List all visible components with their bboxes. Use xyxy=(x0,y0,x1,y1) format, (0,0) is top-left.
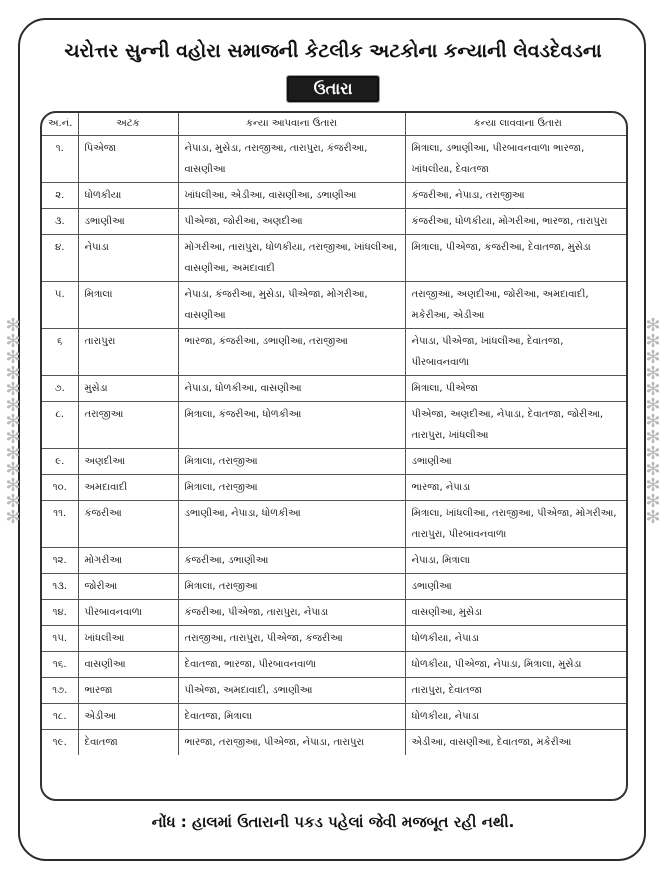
surname-cell: અમદાવાદી xyxy=(78,474,178,500)
take-cell: તરાજીઆ, અણદીઆ, જોરીઆ, અમદાવાદી, મકેરીઆ, એડીઆ xyxy=(405,281,628,328)
table-row xyxy=(42,547,628,573)
surname-cell: અણદીઆ xyxy=(78,448,178,474)
ornament-glyph: ✻ xyxy=(645,427,661,448)
take-cell: ધોળકીયા, નેપાડા xyxy=(405,703,628,729)
ornament-glyph: ✻ xyxy=(645,411,661,432)
surname-cell: કંજરીઆ xyxy=(78,500,178,547)
table-row xyxy=(42,234,628,281)
ornament-glyph: ✻ xyxy=(5,411,21,432)
give-cell: મિત્રાલા, તરાજીઆ xyxy=(178,448,405,474)
ornament-glyph: ✻ xyxy=(5,347,21,368)
serial-number-cell: ૪. xyxy=(42,234,78,281)
take-cell: ડભાણીઆ xyxy=(405,448,628,474)
take-cell: તારાપુરા, દેવાતજા xyxy=(405,677,628,703)
give-cell: મોગરીઆ, તારાપુરા, ધોળકીયા, તરાજીઆ, ખાંધલીઆ, વાસણીઆ, અમદાવાદી xyxy=(178,234,405,281)
give-cell: તરાજીઆ, તારાપુરા, પીએજા, કંજરીઆ xyxy=(178,625,405,651)
ornament-glyph: ✻ xyxy=(645,459,661,480)
take-cell: મિત્રાલા, ડભાણીઆ, પીરબાવનવાળા ભારજા, ખાંધલીયા, દેવાતજા xyxy=(405,135,628,182)
give-cell: પીએજા, જોરીઆ, અણદીઆ xyxy=(178,208,405,234)
surname-cell: પિએજા xyxy=(78,135,178,182)
serial-number-cell: ૧૨. xyxy=(42,547,78,573)
give-cell: કંજરીઆ, ડભાણીઆ xyxy=(178,547,405,573)
ornament-glyph: ✻ xyxy=(5,395,21,416)
give-cell: ડભાણીઆ, નેપાડા, ધોળકીઆ xyxy=(178,500,405,547)
ornament-glyph: ✻ xyxy=(5,475,21,496)
take-cell: પીએજા, અણદીઆ, નેપાડા, દેવાતજા, જોરીઆ, તારાપુરા, ખાંધલીઆ xyxy=(405,401,628,448)
surname-cell: એડીઆ xyxy=(78,703,178,729)
surname-cell: જોરીઆ xyxy=(78,573,178,599)
surname-cell: મિત્રાલા xyxy=(78,281,178,328)
serial-number-cell: ૧૫. xyxy=(42,625,78,651)
serial-number-cell: ૧૧. xyxy=(42,500,78,547)
surname-cell: દેવાતજા xyxy=(78,729,178,755)
surname-cell: મુસેડા xyxy=(78,375,178,401)
surname-cell: ખાંધલીઆ xyxy=(78,625,178,651)
take-cell: નેપાડા, પીએજા, ખાંધલીઆ, દેવાતજા, પીરબાવનવાળા xyxy=(405,328,628,375)
ornament-glyph: ✻ xyxy=(5,459,21,480)
give-cell: દેવાતજા, ભારજા, પીરબાવનવાળા xyxy=(178,651,405,677)
ornament-glyph: ✻ xyxy=(5,443,21,464)
serial-number-cell: ૬ xyxy=(42,328,78,375)
table-row xyxy=(42,401,628,448)
serial-number-cell: ૨. xyxy=(42,182,78,208)
give-cell: નેપાડા, મુસેડા, તરાજીઆ, તારાપુરા, કંજરીઆ, વાસણીઆ xyxy=(178,135,405,182)
header-give-daughters: કન્યા આપવાના ઉતારા xyxy=(178,113,405,135)
left-ornament xyxy=(2,315,24,528)
table-row xyxy=(42,328,628,375)
serial-number-cell: ૧. xyxy=(42,135,78,182)
ornament-glyph: ✻ xyxy=(5,315,21,336)
surname-cell: ધોળકીયા xyxy=(78,182,178,208)
ornament-glyph: ✻ xyxy=(5,427,21,448)
serial-number-cell: ૧૮. xyxy=(42,703,78,729)
give-cell: નેપાડા, કંજરીઆ, મુસેડા, પીએજા, મોગરીઆ, વાસણીઆ xyxy=(178,281,405,328)
ornament-glyph: ✻ xyxy=(645,379,661,400)
give-cell: ભારજા, કંજરીઆ, ડભાણીઆ, તરાજીઆ xyxy=(178,328,405,375)
table-row xyxy=(42,599,628,625)
surname-cell: પીરબાવનવાળા xyxy=(78,599,178,625)
table-row xyxy=(42,281,628,328)
take-cell: મિત્રાલા, પીએજા, કંજરીઆ, દેવાતજા, મુસેડા xyxy=(405,234,628,281)
header-take-daughters: કન્યા લાવવાના ઉતારા xyxy=(405,113,628,135)
table-row xyxy=(42,182,628,208)
surname-cell: વાસણીઆ xyxy=(78,651,178,677)
right-ornament xyxy=(642,315,664,528)
take-cell: વાસણીઆ, મુસેડા xyxy=(405,599,628,625)
table-row xyxy=(42,375,628,401)
ornament-glyph: ✻ xyxy=(645,315,661,336)
table-row xyxy=(42,208,628,234)
ornament-glyph: ✻ xyxy=(645,331,661,352)
serial-number-cell: ૭. xyxy=(42,375,78,401)
take-cell: ડભાણીઆ xyxy=(405,573,628,599)
serial-number-cell: ૧૦. xyxy=(42,474,78,500)
ornament-glyph: ✻ xyxy=(5,491,21,512)
ornament-glyph: ✻ xyxy=(645,475,661,496)
take-cell: કંજરીઆ, ધોળકીયા, મોગરીઆ, ભારજા, તારાપુરા xyxy=(405,208,628,234)
surname-cell: મોગરીઆ xyxy=(78,547,178,573)
take-cell: ધોળકીયા, પીએજા, નેપાડા, મિત્રાલા, મુસેડા xyxy=(405,651,628,677)
ornament-glyph: ✻ xyxy=(5,363,21,384)
table-row xyxy=(42,573,628,599)
give-cell: મિત્રાલા, તરાજીઆ xyxy=(178,573,405,599)
ornament-glyph: ✻ xyxy=(5,379,21,400)
take-cell: નેપાડા, મિત્રાલા xyxy=(405,547,628,573)
serial-number-cell: ૫. xyxy=(42,281,78,328)
surname-cell: તારાપુરા xyxy=(78,328,178,375)
surname-cell: ભારજા xyxy=(78,677,178,703)
serial-number-cell: ૯. xyxy=(42,448,78,474)
serial-number-cell: ૮. xyxy=(42,401,78,448)
take-cell: ધોળકીયા, નેપાડા xyxy=(405,625,628,651)
take-cell: ભારજા, નેપાડા xyxy=(405,474,628,500)
table-row xyxy=(42,500,628,547)
give-cell: ખાંધલીઆ, એડીઆ, વાસણીઆ, ડભાણીઆ xyxy=(178,182,405,208)
ornament-glyph: ✻ xyxy=(645,363,661,384)
table-row xyxy=(42,677,628,703)
utara-table xyxy=(42,113,628,755)
give-cell: ભારજા, તરાજીઆ, પીએજા, નેપાડા, તારાપુરા xyxy=(178,729,405,755)
take-cell: એડીઆ, વાસણીઆ, દેવાતજા, મકેરીઆ xyxy=(405,729,628,755)
serial-number-cell: ૧૪. xyxy=(42,599,78,625)
ornament-glyph: ✻ xyxy=(645,491,661,512)
take-cell: કંજરીઆ, નેપાડા, તરાજીઆ xyxy=(405,182,628,208)
surname-cell: ડભાણીઆ xyxy=(78,208,178,234)
table-row xyxy=(42,474,628,500)
give-cell: મિત્રાલા, તરાજીઆ xyxy=(178,474,405,500)
serial-number-cell: ૩. xyxy=(42,208,78,234)
table-row xyxy=(42,729,628,755)
header-surname: અટક xyxy=(78,113,178,135)
give-cell: પીએજા, અમદાવાદી, ડભાણીઆ xyxy=(178,677,405,703)
give-cell: નેપાડા, ધોળકીઆ, વાસણીઆ xyxy=(178,375,405,401)
subtitle-badge: ઉતારા xyxy=(287,76,379,102)
utara-table-container xyxy=(40,111,628,801)
ornament-glyph: ✻ xyxy=(5,507,21,528)
header-serial-number: અ.નં. xyxy=(42,113,78,135)
take-cell: મિત્રાલા, પીએજા xyxy=(405,375,628,401)
give-cell: કંજરીઆ, પીએજા, તારાપુરા, નેપાડા xyxy=(178,599,405,625)
ornament-glyph: ✻ xyxy=(645,507,661,528)
serial-number-cell: ૧૯. xyxy=(42,729,78,755)
serial-number-cell: ૧૭. xyxy=(42,677,78,703)
surname-cell: તરાજીઆ xyxy=(78,401,178,448)
surname-cell: નેપાડા xyxy=(78,234,178,281)
ornament-glyph: ✻ xyxy=(645,395,661,416)
page-title: ચરોત્તર સુન્‍ની વહોરા સમાજની કેટલીક અટકોના કન્યાની લેવડદેવડના xyxy=(64,40,602,62)
table-row xyxy=(42,651,628,677)
footer-note: નોંધ : હાલમાં ઉતારાની પકડ પહેલાં જેવી મજબૂત રહી નથી. xyxy=(151,813,515,831)
serial-number-cell: ૧૩. xyxy=(42,573,78,599)
table-row xyxy=(42,135,628,182)
serial-number-cell: ૧૬. xyxy=(42,651,78,677)
table-row xyxy=(42,448,628,474)
give-cell: દેવાતજા, મિત્રાલા xyxy=(178,703,405,729)
take-cell: મિત્રાલા, ખાંધલીઆ, તરાજીઆ, પીએજા, મોગરીઆ, તારાપુરા, પીરબાવનવાળા xyxy=(405,500,628,547)
ornament-glyph: ✻ xyxy=(645,347,661,368)
ornament-glyph: ✻ xyxy=(645,443,661,464)
ornament-glyph: ✻ xyxy=(5,331,21,352)
table-row xyxy=(42,703,628,729)
table-body xyxy=(42,135,628,755)
table-header-row xyxy=(42,113,628,135)
give-cell: મિત્રાલા, કંજરીઆ, ધોળકીઆ xyxy=(178,401,405,448)
table-row xyxy=(42,625,628,651)
